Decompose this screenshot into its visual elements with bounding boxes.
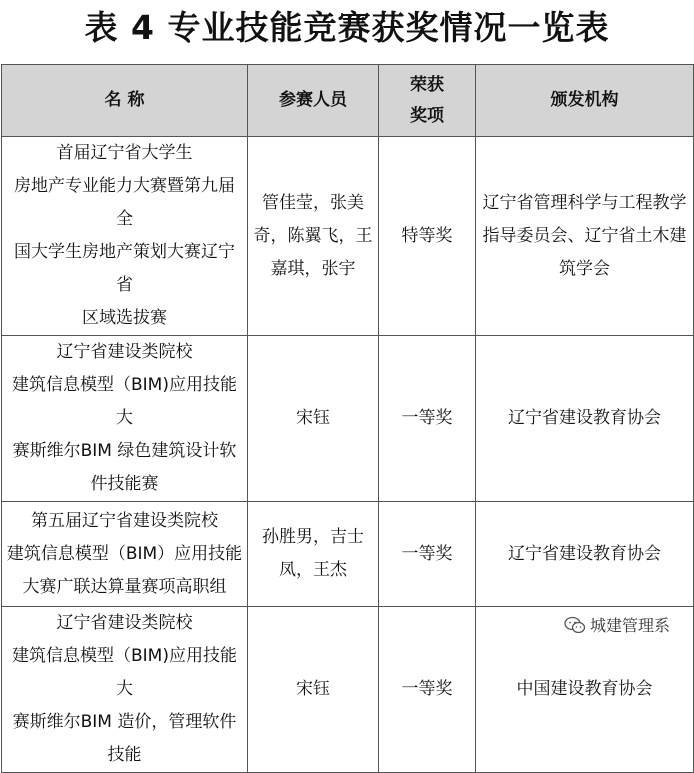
cell-text: 第五届辽宁省建设类院校 bbox=[31, 510, 218, 531]
cell-issuer bbox=[476, 336, 694, 502]
cell-text: 赛斯维尔BIM 绿色建筑设计软 bbox=[12, 441, 237, 461]
cell-text: 技能 bbox=[107, 745, 142, 765]
cell-text: 建筑信息模型（BIM)应用技能大 bbox=[12, 375, 237, 428]
cell-text: 宋钰 bbox=[296, 679, 330, 699]
cell-text: 区域选拔赛 bbox=[82, 308, 167, 328]
header-award-line1: 荣获 bbox=[410, 74, 444, 95]
header-award-line2: 奖项 bbox=[410, 105, 444, 126]
cell-text: 建筑信息模型（BIM)应用技能大 bbox=[12, 646, 237, 699]
cell-award: 特等奖 bbox=[379, 137, 476, 336]
cell-issuer bbox=[476, 137, 694, 336]
cell-text: 孙胜男，吉士 bbox=[262, 527, 364, 547]
cell-name bbox=[2, 607, 248, 773]
cell-issuer bbox=[476, 502, 694, 607]
page-title: 表 4 专业技能竞赛获奖情况一览表 bbox=[84, 8, 610, 47]
header-award bbox=[379, 65, 476, 137]
cell-participants bbox=[248, 336, 379, 502]
cell-participants bbox=[248, 607, 379, 773]
cell-text: 管佳莹，张美 bbox=[262, 192, 364, 213]
cell-participants bbox=[248, 137, 379, 336]
cell-text: 中国建设教育协会 bbox=[516, 679, 653, 699]
cell-text: 筑学会 bbox=[559, 258, 610, 279]
cell-text: 辽宁省建设教育协会 bbox=[508, 408, 661, 428]
watermark-text: 城建管理系 bbox=[589, 616, 670, 635]
cell-text: 首届辽宁省大学生 bbox=[56, 143, 193, 163]
table-row bbox=[2, 336, 694, 502]
awards-table bbox=[1, 64, 694, 773]
cell-text: 宋钰 bbox=[296, 408, 330, 428]
cell-text: 件技能赛 bbox=[90, 474, 159, 494]
table-row bbox=[2, 502, 694, 607]
header-issuer: 颁发机构 bbox=[476, 65, 694, 137]
cell-text: 辽宁省管理科学与工程教学 bbox=[482, 192, 687, 213]
cell-text: 奇，陈翼飞，王 bbox=[253, 225, 373, 246]
cell-text: 辽宁省建设类院校 bbox=[56, 342, 193, 362]
cell-text: 房地产专业能力大赛暨第九届全 bbox=[14, 176, 235, 229]
cell-award: 一等奖 bbox=[379, 502, 476, 607]
table-row bbox=[2, 137, 694, 336]
cell-text: 辽宁省建设教育协会 bbox=[508, 543, 661, 564]
wechat-icon bbox=[564, 616, 586, 634]
cell-text: 嘉琪，张宇 bbox=[270, 258, 356, 279]
header-name: 名 称 bbox=[2, 65, 248, 137]
cell-text: 指导委员会、辽宁省土木建 bbox=[482, 225, 687, 246]
header-participants: 参赛人员 bbox=[248, 65, 379, 137]
cell-text: 建筑信息模型（BIM）应用技能 bbox=[6, 543, 243, 564]
cell-text: 国大学生房地产策划大赛辽宁省 bbox=[14, 242, 235, 295]
watermark bbox=[562, 613, 672, 636]
cell-text: 赛斯维尔BIM 造价，管理软件 bbox=[12, 712, 237, 732]
cell-award: 一等奖 bbox=[379, 336, 476, 502]
cell-name bbox=[2, 336, 248, 502]
cell-name bbox=[2, 502, 248, 607]
cell-name bbox=[2, 137, 248, 336]
cell-text: 凤，王杰 bbox=[279, 560, 347, 580]
cell-text: 大赛广联达算量赛项高职组 bbox=[22, 576, 227, 597]
table-header-row bbox=[2, 65, 694, 137]
cell-text: 辽宁省建设类院校 bbox=[56, 613, 193, 633]
cell-award: 一等奖 bbox=[379, 607, 476, 773]
cell-participants bbox=[248, 502, 379, 607]
